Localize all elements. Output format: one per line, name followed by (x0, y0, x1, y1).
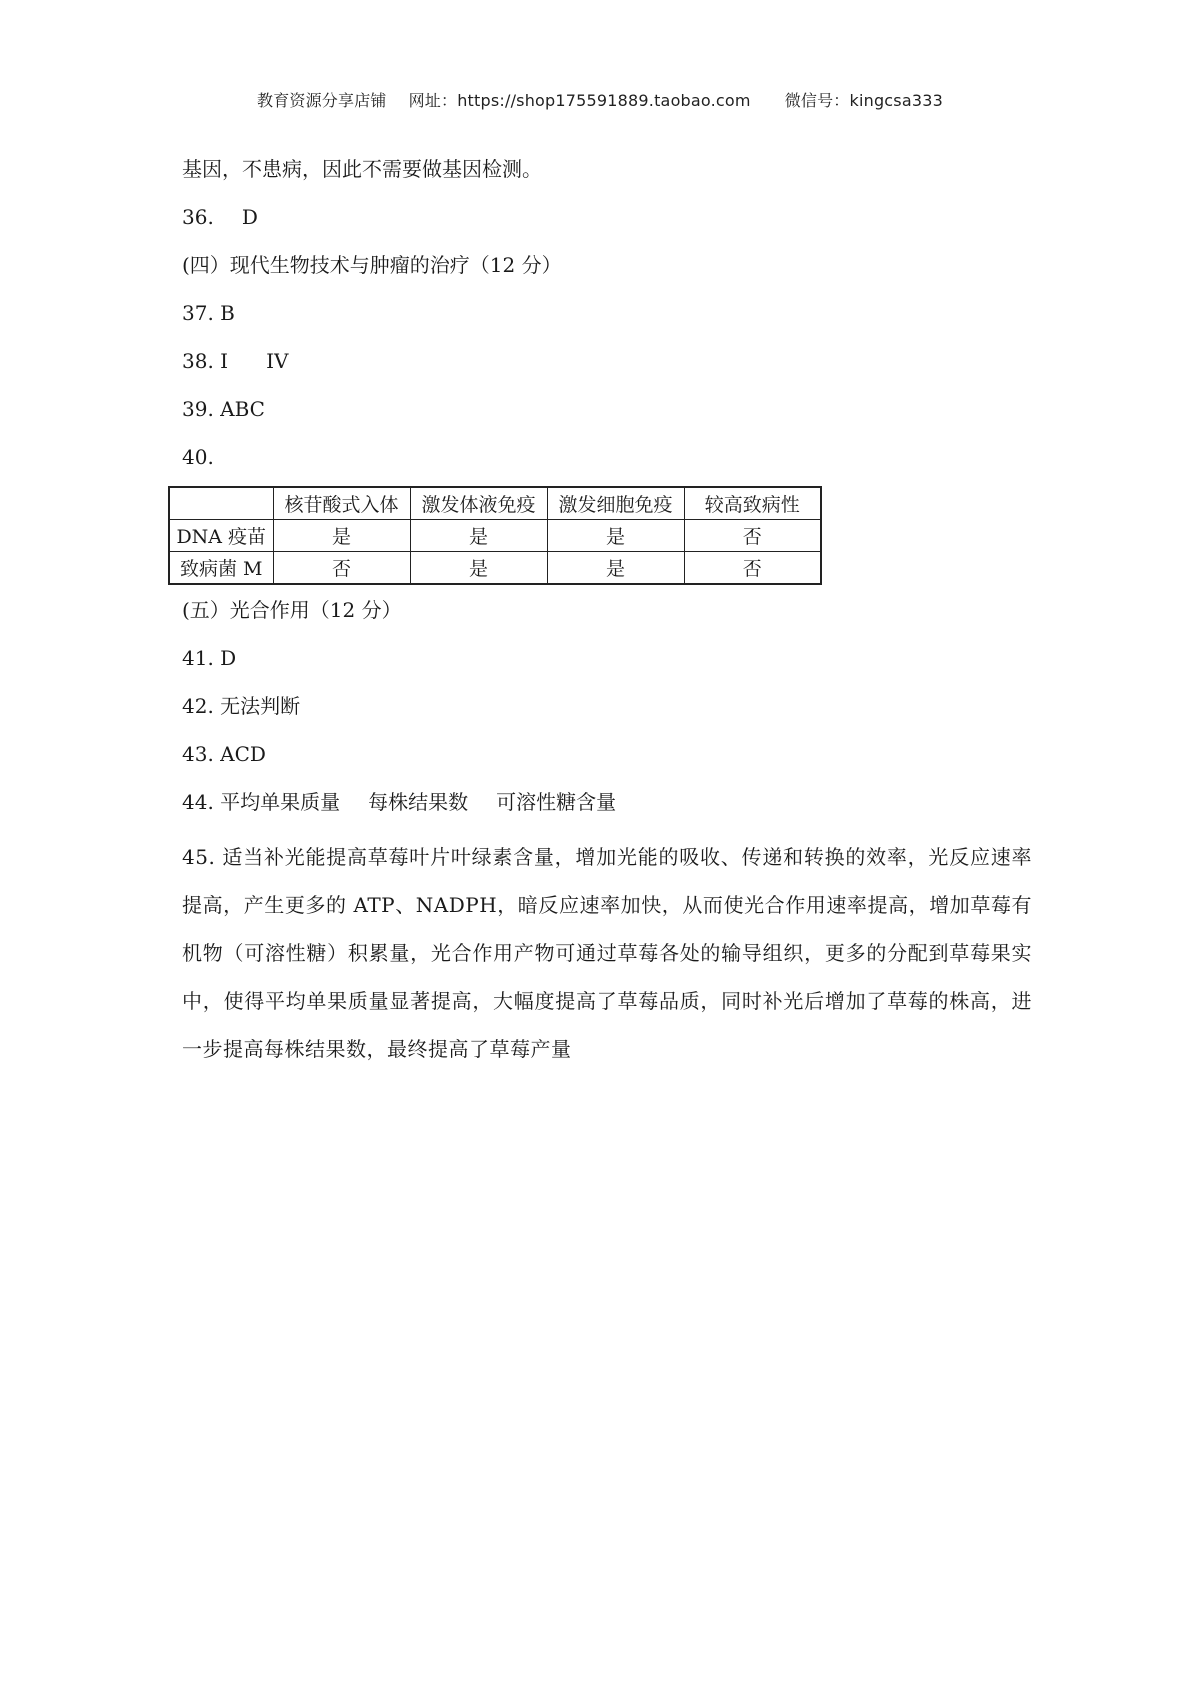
answer-44 (182, 785, 1032, 833)
table-cell: 是 (410, 520, 547, 552)
answer-38 (182, 344, 1032, 392)
answer-36 (182, 200, 1032, 248)
table-cell: 是 (547, 520, 684, 552)
answer-38-number: 38. I (182, 349, 229, 373)
table-header-cell: 激发细胞免疫 (547, 487, 684, 520)
answer-44-third: 可溶性糖含量 (496, 790, 617, 814)
section-heading-4: (四）现代生物技术与肿瘤的治疗（12 分） (182, 253, 562, 277)
table-cell: 是 (273, 520, 410, 552)
answer-44-first: 44. 平均单果质量 (182, 790, 341, 814)
section-heading-5: (五）光合作用（12 分） (182, 598, 402, 622)
answer-36-number: 36. (182, 205, 214, 229)
table-cell: 否 (684, 520, 821, 552)
table-cell: 否 (273, 552, 410, 585)
header-url: 网址：https://shop175591889.taobao.com (408, 91, 751, 110)
answer-43: 43. ACD (182, 742, 266, 766)
table-cell: 致病菌 M (169, 552, 273, 585)
answer-40: 40. (182, 445, 214, 469)
header-shop-name: 教育资源分享店铺 (257, 91, 387, 110)
answer-39: 39. ABC (182, 397, 265, 421)
answer-37: 37. B (182, 301, 235, 325)
table-header-cell: 核苷酸式入体 (273, 487, 410, 520)
table-cell: 否 (684, 552, 821, 585)
table-header-row (169, 487, 821, 520)
table-header-cell: 较高致病性 (684, 487, 821, 520)
answer-40-table (168, 486, 822, 585)
answer-content (176, 152, 1032, 1073)
answer-41: 41. D (182, 646, 237, 670)
table-cell: 是 (410, 552, 547, 585)
answer-44-second: 每株结果数 (368, 790, 469, 814)
continued-answer-line: 基因，不患病，因此不需要做基因检测。 (182, 157, 542, 181)
answer-36-value: D (241, 205, 258, 229)
page-header (0, 88, 1200, 111)
table-row (169, 520, 821, 552)
answer-38-second: IV (266, 349, 289, 373)
table-header-cell: 激发体液免疫 (410, 487, 547, 520)
answer-42: 42. 无法判断 (182, 694, 301, 718)
header-wechat: 微信号：kingcsa333 (784, 91, 943, 110)
table-header-cell (169, 487, 273, 520)
table-cell: 是 (547, 552, 684, 585)
answer-45: 45. 适当补光能提高草莓叶片叶绿素含量，增加光能的吸收、传递和转换的效率，光反应速率提高，产生更多的 ATP、NADPH，暗反应速率加快，从而使光合作用速率提高，增加草莓有机物（可溶性糖）积累量，光合作用产物可通过草莓各处的输导组织，更多的分配到草莓果实中，使得平均单果质量显著提高，大幅度提高了草莓品质，同时补光后增加了草莓的株高，进一步提高每株结果数，最终提高了草莓产量 (182, 845, 1032, 1061)
table-row (169, 552, 821, 585)
table-cell: DNA 疫苗 (169, 520, 273, 552)
